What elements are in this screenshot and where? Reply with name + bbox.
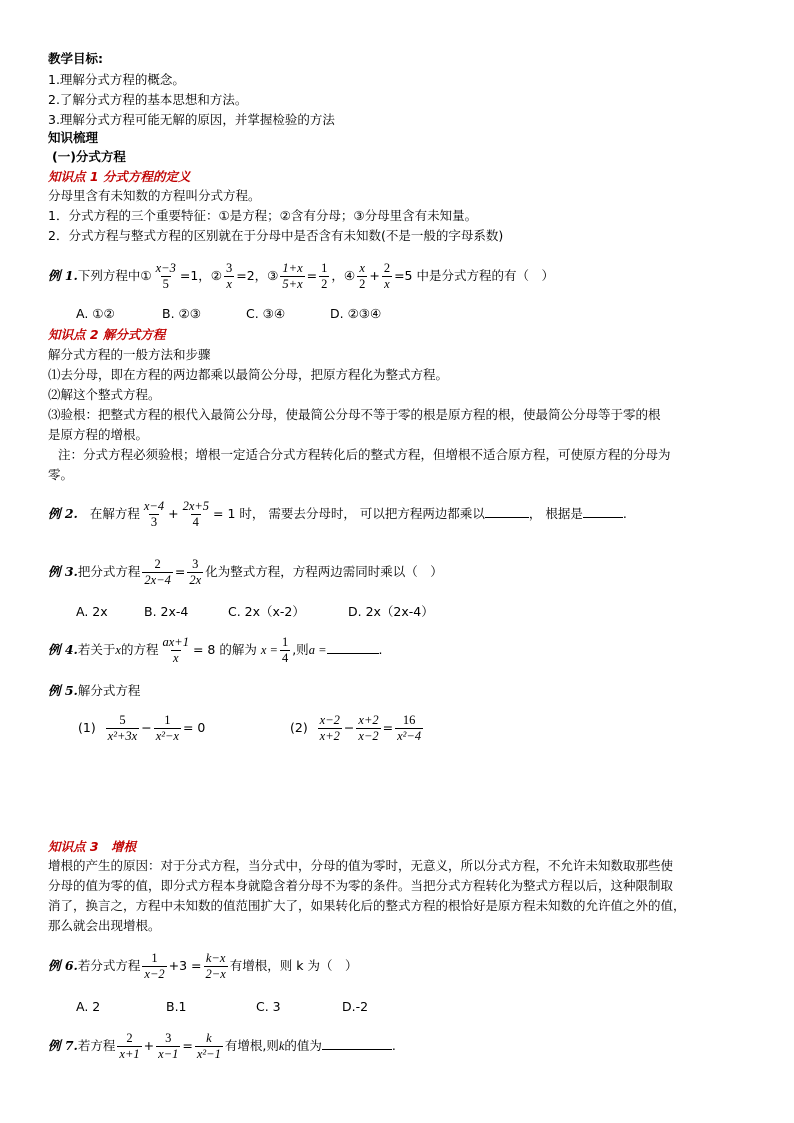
option-b[interactable]: B. ②③ [162, 306, 201, 321]
example-label: 例 1. [48, 268, 78, 283]
answer-blank[interactable] [322, 1037, 392, 1050]
ex5-title: 解分式方程 [77, 683, 141, 698]
point2-title: 知识点 2 解分式方程 [48, 327, 166, 342]
ex5-text: = [382, 720, 394, 735]
option-a[interactable]: A. ①② [76, 306, 115, 321]
fraction: $\frac{2}{x}$ [383, 261, 391, 291]
fraction: $\frac{x-3}{5}$ [155, 261, 176, 291]
point2-step2: ⑵解这个整式方程。 [48, 387, 161, 402]
example-5 [48, 682, 140, 700]
fraction: $\frac{1}{x-2}$ [144, 951, 165, 981]
ex7-text: + [143, 1038, 155, 1053]
ex1-text: + [369, 268, 380, 283]
ex2-prefix: 在解方程 [89, 506, 140, 521]
ex3-suffix: 化为整式方程，方程两边需同时乘以（ ） [205, 564, 443, 579]
ex3-text: = [174, 564, 186, 579]
point1-difference: 2．分式方程与整式方程的区别就在于分母中是否含有未知数(不是一般的字母系数) [48, 228, 504, 243]
ex1-text: =2，③ [236, 268, 279, 283]
example-label: 例 7. [48, 1038, 78, 1053]
ex2-text: + [168, 506, 179, 521]
ex7-variable: k [278, 1039, 285, 1053]
ex7-text: 有增根,则 [224, 1038, 279, 1053]
option-b[interactable]: B. 2x-4 [144, 604, 189, 619]
point1-title: 知识点 1 分式方程的定义 [48, 169, 191, 184]
goal-item-3: 3.理解分式方程可能无解的原因，并掌握检验的方法 [48, 112, 335, 127]
option-c[interactable]: C. 3 [256, 999, 281, 1014]
ex4-text: . [378, 642, 383, 657]
goal-item-2: 2.了解分式方程的基本思想和方法。 [48, 92, 248, 107]
point3-line-3: 消了，换言之，方程中未知数的值范围扩大了，如果转化后的整式方程的根恰好是原方程未知数的允许值之外的值， [48, 898, 686, 913]
ex4-text: = 8 的解为 [192, 642, 257, 657]
point3-line-2: 分母的值为零的值，即分式方程本身就隐含着分母不为零的条件。当把分式方程转化为整式方程以后，这种限制取 [48, 878, 674, 893]
example-6 [48, 946, 357, 986]
fraction: $\frac{1}{2}$ [321, 261, 328, 291]
ex6-prefix: 若分式方程 [77, 958, 141, 973]
example-label: 例 5. [48, 683, 78, 698]
fraction: $\frac{ax+1}{x}$ [162, 635, 189, 665]
example-3 [48, 552, 443, 592]
option-c[interactable]: C. ③④ [246, 306, 286, 321]
example-4 [48, 630, 382, 670]
point2-step1: ⑴去分母，即在方程的两边都乘以最简公分母，把原方程化为整式方程。 [48, 367, 449, 382]
point2-intro: 解分式方程的一般方法和步骤 [48, 347, 211, 362]
ex5-text: − [343, 720, 355, 735]
fraction: $\frac{k}{\text{x²−1}}$ [196, 1031, 221, 1061]
option-c[interactable]: C. 2x（x-2） [228, 604, 305, 619]
ex2-text: = 1 时， 需要去分母时， 可以把方程两边都乘以 [213, 506, 485, 521]
ex7-prefix: 若方程 [77, 1038, 116, 1053]
ex2-text: ， 根据是 [528, 506, 583, 521]
option-a[interactable]: A. 2x [76, 604, 108, 619]
ex7-text: . [391, 1038, 396, 1053]
option-d[interactable]: D.-2 [342, 999, 369, 1014]
ex3-options [76, 603, 434, 621]
ex2-text: . [622, 506, 627, 521]
ex7-text: = [182, 1038, 193, 1053]
ex4-text: a = [308, 643, 327, 657]
ex5-part1 [78, 708, 205, 748]
ex6-suffix: 有增根，则 k 为（ ） [229, 958, 358, 973]
ex1-options [76, 305, 381, 323]
goals-heading: 教学目标: [48, 51, 103, 66]
point3-title: 知识点 3 增根 [48, 839, 137, 854]
ex1-text: =1，② [179, 268, 222, 283]
ex1-suffix: =5 中是分式方程的有（ ） [394, 268, 554, 283]
ex1-prefix: 下列方程中① [77, 268, 152, 283]
ex1-text: ，④ [331, 268, 356, 283]
fraction: $\frac{3}{x}$ [226, 261, 233, 291]
fraction: $\frac{2}{2x-4}$ [144, 557, 171, 587]
goal-item-1: 1.理解分式方程的概念。 [48, 72, 185, 87]
point1-features: 1．分式方程的三个重要特征：①是方程；②含有分母；③分母里含有未知量。 [48, 208, 478, 223]
ex5-text: = 0 [182, 720, 206, 735]
fraction: $\frac{3}{x-1}$ [158, 1031, 179, 1061]
fraction: $\frac{x+2}{x-2}$ [358, 713, 379, 743]
point2-step3: ⑶验根：把整式方程的根代入最简公分母，使最简公分母不等于零的根是原方程的根，使最简公分母等于零的根 [48, 407, 661, 422]
fraction: $\frac{3}{2x}$ [189, 557, 202, 587]
point2-step3-cont: 是原方程的增根。 [48, 427, 149, 442]
point2-note-cont: 零。 [48, 467, 74, 482]
ex7-text: 的值为 [284, 1038, 322, 1053]
example-label: 例 3. [48, 564, 78, 579]
fraction: $\frac{5}{\text{x²+3x}}$ [107, 713, 138, 743]
part-label: (2) [290, 720, 308, 735]
ex4-variable: x [115, 643, 121, 657]
fraction: $\frac{x}{2}$ [359, 261, 366, 291]
example-2 [48, 494, 627, 534]
option-d[interactable]: D. 2x（2x-4） [348, 604, 434, 619]
option-b[interactable]: B.1 [166, 999, 187, 1014]
point3-line-4: 那么就会出现增根。 [48, 918, 161, 933]
answer-blank[interactable] [327, 641, 379, 654]
option-d[interactable]: D. ②③④ [330, 306, 382, 321]
fraction: $\frac{1+x}{5+x}$ [282, 261, 303, 291]
example-label: 例 6. [48, 958, 78, 973]
ex5-text: − [141, 720, 152, 735]
point3-line-1: 增根的产生的原因：对于分式方程，当分式中，分母的值为零时，无意义，所以分式方程，不允许未知数取那些使 [48, 858, 674, 873]
point2-note: 注：分式方程必须验根；增根一定适合分式方程转化后的整式方程，但增根不适合原方程，可使原方程的分母为 [58, 447, 671, 462]
ex3-prefix: 把分式方程 [77, 564, 141, 579]
option-a[interactable]: A. 2 [76, 999, 101, 1014]
fraction: $\frac{2x+5}{4}$ [182, 499, 210, 529]
ex6-text: +3 = [168, 958, 202, 973]
ex6-options [76, 998, 368, 1016]
example-label: 例 2. [48, 506, 78, 521]
fraction: $\frac{x-4}{3}$ [143, 499, 165, 529]
fraction: $\frac{x-2}{x+2}$ [319, 713, 340, 743]
example-7 [48, 1026, 396, 1066]
answer-blank[interactable] [485, 505, 529, 518]
fraction: $\frac{16}{\text{x²−4}}$ [397, 713, 422, 743]
ex4-prefix: 若关于 [77, 642, 116, 657]
example-label: 例 4. [48, 642, 78, 657]
part-label: (1) [78, 720, 96, 735]
fraction: $\frac{1}{\text{x²−x}}$ [155, 713, 179, 743]
ex4-text: 的方程 [120, 642, 159, 657]
review-heading: 知识梳理 [48, 130, 99, 145]
example-1 [48, 256, 554, 296]
fraction: $\frac{1}{4}$ [281, 635, 289, 665]
fraction: $\frac{2}{x+1}$ [119, 1031, 140, 1061]
point1-definition: 分母里含有未知数的方程叫分式方程。 [48, 188, 261, 203]
ex1-text: = [306, 268, 318, 283]
section-heading: (一)分式方程 [52, 149, 126, 164]
fraction: $\frac{k-x}{2-x}$ [205, 951, 226, 981]
ex4-text: ,则 [292, 642, 309, 657]
ex4-text: x = [260, 643, 278, 657]
ex5-part2 [290, 708, 425, 748]
answer-blank[interactable] [583, 505, 623, 518]
